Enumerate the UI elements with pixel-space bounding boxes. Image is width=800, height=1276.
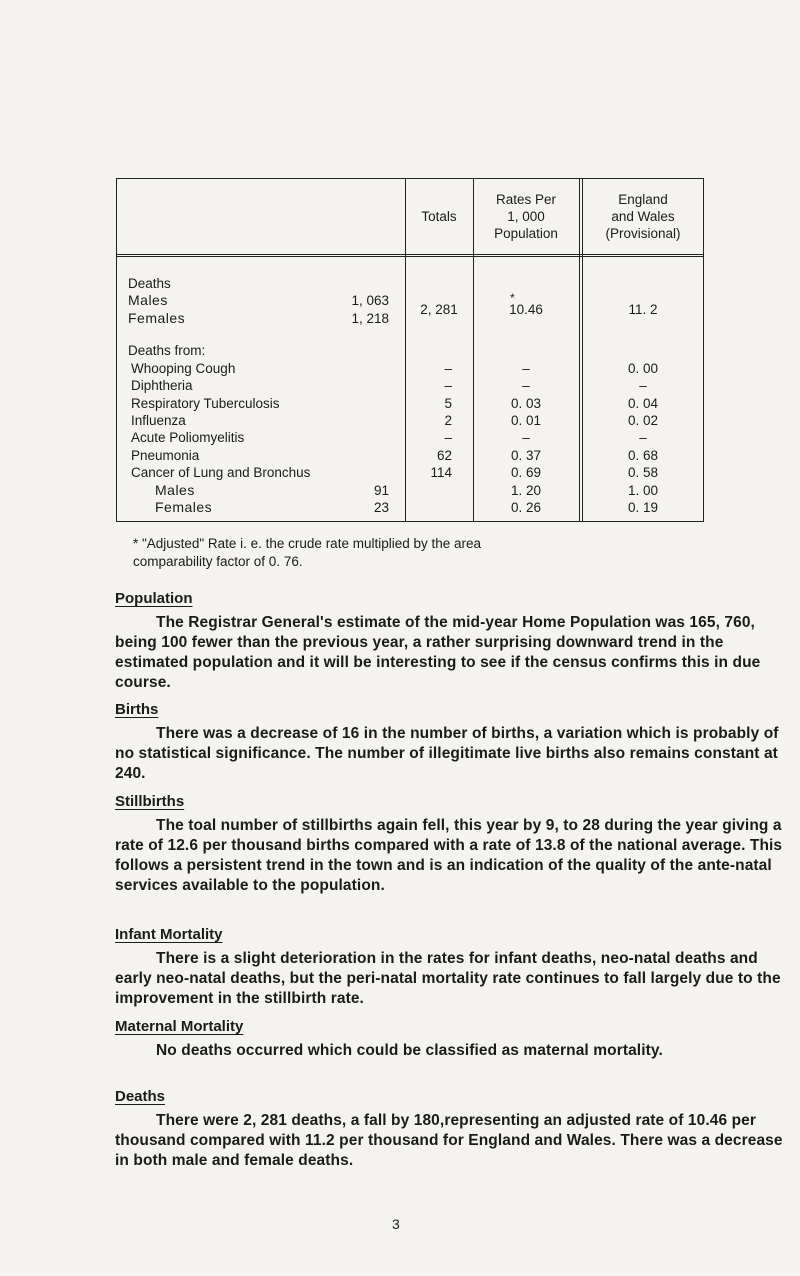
cause-label: Cancer of Lung and Bronchus	[131, 465, 311, 480]
section-heading: Births	[115, 701, 159, 718]
deaths-females-value: 1, 218	[351, 311, 389, 326]
section-heading: Population	[115, 590, 193, 607]
cancer-males-england-rate: 1. 00	[627, 483, 659, 498]
cause-total: –	[444, 430, 452, 445]
header-england-wales: England and Wales (Provisional)	[605, 192, 681, 241]
cause-england-rate: 0. 04	[627, 396, 659, 411]
cancer-males-count: 91	[373, 483, 389, 498]
stillbirths-section	[115, 793, 795, 896]
section-heading: Maternal Mortality	[115, 1018, 244, 1035]
deaths-from-label: Deaths from:	[128, 343, 206, 358]
deaths-label: Deaths	[128, 276, 171, 291]
cause-total: –	[444, 378, 452, 393]
maternal-mortality-section	[115, 1018, 795, 1061]
cause-england-rate: 0. 00	[627, 361, 659, 376]
cause-label: Respiratory Tuberculosis	[131, 396, 280, 411]
section-heading: Stillbirths	[115, 793, 185, 810]
cause-total: 114	[430, 465, 452, 480]
cause-england-rate: –	[639, 378, 647, 393]
adjusted-rate-footnote	[133, 535, 481, 571]
adjusted-rate-marker: *	[510, 291, 515, 305]
section-heading: Infant Mortality	[115, 926, 223, 943]
footnote-line: * "Adjusted" Rate i. e. the crude rate multiplied by the area	[133, 536, 482, 551]
header-divider	[117, 254, 703, 257]
cause-total: 5	[444, 396, 452, 411]
section-paragraph: There is a slight deterioration in the rates for infant deaths, neo-natal deaths and early neo-natal deaths, but the peri-natal mortality rate continues to fall largely due to the improvement in the stillbirth rate.	[115, 950, 781, 1007]
cancer-females-england-rate: 0. 19	[627, 500, 659, 515]
cause-total: 62	[436, 448, 452, 463]
cause-label: Diphtheria	[131, 378, 193, 393]
cause-rate: 0. 69	[510, 465, 542, 480]
cause-rate: 0. 37	[510, 448, 542, 463]
section-paragraph: There was a decrease of 16 in the number of births, a variation which is probably of no statistical significance. The number of illegitimate live births also remains constant at 240.	[115, 725, 779, 782]
cause-label: Whooping Cough	[131, 361, 236, 376]
deaths-rate: 10.46	[509, 302, 543, 317]
cause-rate: 0. 03	[510, 396, 542, 411]
deaths-section	[115, 1088, 795, 1171]
mortality-table	[116, 178, 704, 522]
header-totals: Totals	[421, 209, 457, 224]
deaths-england-rate: 11. 2	[628, 302, 658, 317]
cause-rate: 0. 01	[510, 413, 542, 428]
cause-total: 2	[444, 413, 452, 428]
infant-mortality-section	[115, 926, 795, 1009]
deaths-males-value: 1, 063	[351, 293, 389, 308]
cause-england-rate: 0. 02	[627, 413, 659, 428]
cancer-males-rate: 1. 20	[510, 483, 542, 498]
cancer-females-label: Females	[155, 499, 213, 515]
cause-label: Acute Poliomyelitis	[131, 430, 245, 445]
cancer-females-count: 23	[373, 500, 389, 515]
section-paragraph: There were 2, 281 deaths, a fall by 180,representing an adjusted rate of 10.46 per thousand compared with 11.2 per thousand for England and Wales. There was a decrease in both male and female deaths.	[115, 1112, 783, 1169]
cause-england-rate: 0. 58	[627, 465, 659, 480]
cause-label: Pneumonia	[131, 448, 200, 463]
cause-rate: –	[522, 430, 530, 445]
cause-england-rate: –	[639, 430, 647, 445]
deaths-total: 2, 281	[420, 302, 458, 317]
population-section	[115, 590, 795, 693]
cancer-females-rate: 0. 26	[510, 500, 542, 515]
cause-england-rate: 0. 68	[627, 448, 659, 463]
births-section	[115, 701, 795, 784]
section-paragraph: The toal number of stillbirths again fell, this year by 9, to 28 during the year giving a rate of 12.6 per thousand births compared with a rate of 13.8 of the national average. This follows a persistent trend in the town and is an indication of the quality of the ante-natal services available to the population.	[115, 817, 783, 894]
cancer-males-label: Males	[155, 482, 195, 498]
deaths-males-label: Males	[128, 292, 168, 308]
section-paragraph: The Registrar General's estimate of the mid-year Home Population was 165, 760, being 100 fewer than the previous year, a rather surprising downward trend in the estimated population and it will be interesting to see if the census confirms this in due course.	[115, 614, 761, 691]
page-number: 3	[392, 1216, 400, 1232]
footnote-line: comparability factor of 0. 76.	[133, 554, 303, 569]
cause-label: Influenza	[131, 413, 186, 428]
header-rates: Rates Per 1, 000 Population	[494, 192, 558, 241]
section-heading: Deaths	[115, 1088, 166, 1105]
cause-rate: –	[522, 378, 530, 393]
deaths-females-label: Females	[128, 310, 186, 326]
section-paragraph: No deaths occurred which could be classified as maternal mortality.	[156, 1042, 663, 1059]
cause-total: –	[444, 361, 452, 376]
cause-rate: –	[522, 361, 530, 376]
